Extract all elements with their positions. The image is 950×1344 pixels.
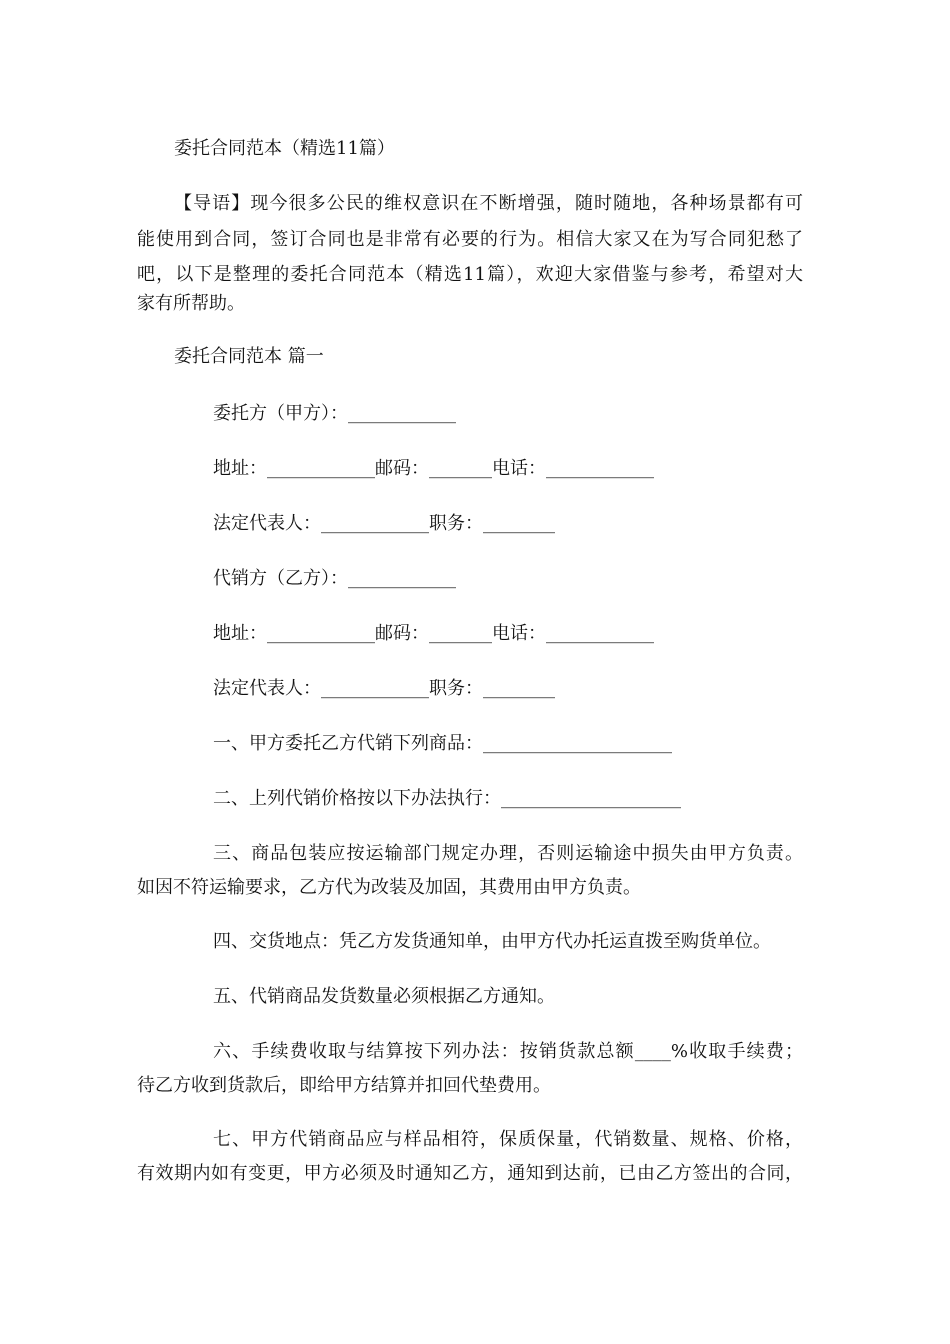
party-b-label: 代销方（乙方）：____________: [213, 568, 456, 589]
clause-7-line-2: 有效期内如有变更，甲方必须及时通知乙方，通知到达前，已由乙方签出的合同，: [137, 1163, 803, 1184]
clause-3-line-1: 三、商品包装应按运输部门规定办理，否则运输途中损失由甲方负责。: [213, 843, 803, 864]
clause-5: 五、代销商品发货数量必须根据乙方通知。: [213, 986, 555, 1007]
intro-line-1: 【导语】现今很多公民的维权意识在不断增强，随时随地，各种场景都有可: [174, 193, 803, 214]
clause-2: 二、上列代销价格按以下办法执行：____________________: [213, 788, 681, 809]
intro-line-3: 吧，以下是整理的委托合同范本（精选11篇），欢迎大家借鉴与参考，希望对大: [137, 264, 803, 285]
party-b-representative: 法定代表人：____________职务：________: [213, 678, 555, 699]
clause-6-line-2: 待乙方收到货款后，即给甲方结算并扣回代垫费用。: [137, 1075, 551, 1096]
document-title: 委托合同范本（精选11篇）: [174, 138, 395, 159]
clause-4: 四、交货地点：凭乙方发货通知单，由甲方代办托运直拨至购货单位。: [213, 931, 771, 952]
clause-3-line-2: 如因不符运输要求，乙方代为改装及加固，其费用由甲方负责。: [137, 877, 641, 898]
clause-1: 一、甲方委托乙方代销下列商品：_____________________: [213, 733, 672, 754]
party-a-representative: 法定代表人：____________职务：________: [213, 513, 555, 534]
clause-6-line-1: 六、手续费收取与结算按下列办法：按销货款总额____%收取手续费；: [213, 1041, 803, 1062]
clause-7-line-1: 七、甲方代销商品应与样品相符，保质保量，代销数量、规格、价格，: [213, 1129, 803, 1150]
party-b-address: 地址：____________邮码：_______电话：____________: [213, 623, 654, 644]
intro-line-2: 能使用到合同，签订合同也是非常有必要的行为。相信大家又在为写合同犯愁了: [137, 229, 803, 250]
section-heading: 委托合同范本 篇一: [174, 346, 324, 367]
party-a-address: 地址：____________邮码：_______电话：____________: [213, 458, 654, 479]
party-a-label: 委托方（甲方）：____________: [213, 403, 456, 424]
intro-line-4: 家有所帮助。: [137, 293, 245, 314]
